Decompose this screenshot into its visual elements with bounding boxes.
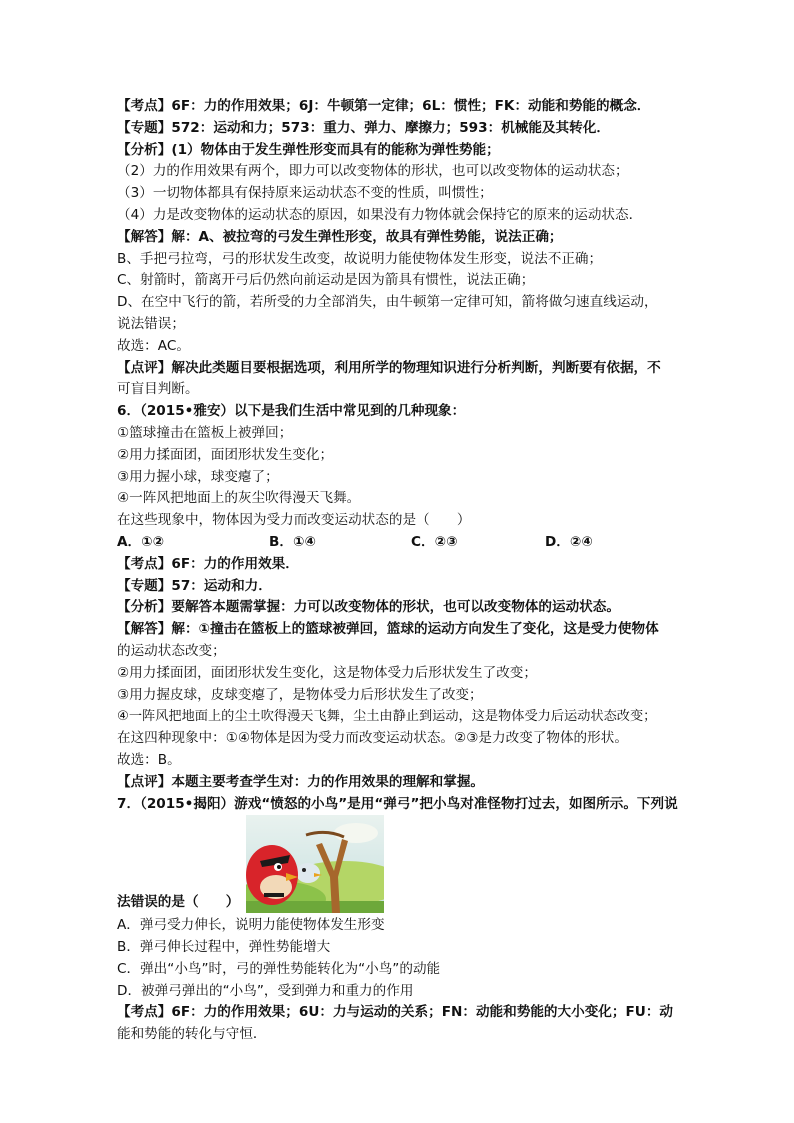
q7-option-c: C．弹出“小鸟”时，弓的弹性势能转化为“小鸟”的动能	[117, 960, 441, 977]
document-body	[117, 96, 677, 1046]
q6-kaodian: 【考点】6F：力的作用效果．	[117, 555, 299, 572]
q6-options	[117, 532, 677, 554]
q6-fenxi: 【分析】要解答本题需掌握：力可以改变物体的形状，也可以改变物体的运动状态。	[117, 599, 620, 616]
q5-answer: 故选：AC。	[117, 337, 190, 354]
q6-jieda-line: 【解答】解：①撞击在篮板上的篮球被弹回，篮球的运动方向发生了变化，这是受力使物体	[117, 621, 659, 638]
q6-item: ③用力握小球，球变瘪了；	[117, 468, 279, 485]
q6-dianping: 【点评】本题主要考查学生对：力的作用效果的理解和掌握。	[117, 773, 485, 790]
q7-option-b: B．弹弓伸长过程中，弹性势能增大	[117, 939, 331, 956]
q5-fenxi-line: （3）一切物体都具有保持原来运动状态不变的性质，叫惯性；	[117, 185, 493, 202]
q6-jieda-line: ③用力握皮球，皮球变瘪了，是物体受力后形状发生了改变；	[117, 686, 483, 703]
q5-jieda-line: 说法错误；	[117, 315, 185, 332]
q7-stem: 7．（2015•揭阳）游戏“愤怒的小鸟”是用“弹弓”把小鸟对准怪物打过去，如图所示。下列说	[117, 795, 678, 812]
q5-fenxi-line: 【分析】(1）物体由于发生弹性形变而具有的能称为弹性势能；	[117, 141, 500, 158]
q7-kaodian-line: 【考点】6F：力的作用效果；6U：力与运动的关系；FN：动能和势能的大小变化；FU：动	[117, 1004, 674, 1021]
q6-option-a: A．①②	[117, 533, 165, 550]
q6-option-b: B．①④	[269, 533, 316, 550]
angry-birds-slingshot-image	[246, 815, 384, 913]
q6-jieda-line: ②用力揉面团，面团形状发生变化，这是物体受力后形状发生了改变；	[117, 664, 537, 681]
q5-fenxi-line: （2）力的作用效果有两个，即力可以改变物体的形状，也可以改变物体的运动状态；	[117, 163, 629, 180]
q7-kaodian-line: 能和势能的转化与守恒．	[117, 1026, 267, 1043]
q5-jieda-line: B、手把弓拉弯，弓的形状发生改变，故说明力能使物体发生形变，说法不正确；	[117, 250, 603, 267]
q5-jieda-line: 【解答】解：A、被拉弯的弓发生弹性形变，故具有弹性势能，说法正确；	[117, 228, 563, 245]
q6-item: ④一阵风把地面上的灰尘吹得漫天飞舞。	[117, 490, 361, 507]
q6-option-c: C．②③	[411, 533, 458, 550]
q6-item: ②用力揉面团，面团形状发生变化；	[117, 446, 334, 463]
q6-stem: 6．（2015•雅安）以下是我们生活中常见到的几种现象：	[117, 403, 466, 420]
q5-dianping-line: 【点评】解决此类题目要根据选项，利用所学的物理知识进行分析判断，判断要有依据，不	[117, 359, 661, 376]
q7-stem-continued: 法错误的是（ ）	[117, 893, 240, 910]
q6-zhuanti: 【专题】57：运动和力．	[117, 577, 272, 594]
q5-fenxi-line: （4）力是改变物体的运动状态的原因，如果没有力物体就会保持它的原来的运动状态．	[117, 206, 643, 223]
q7-option-a: A．弹弓受力伸长，说明力能使物体发生形变	[117, 917, 385, 934]
q7-option-d: D．被弹弓弹出的“小鸟”，受到弹力和重力的作用	[117, 982, 414, 999]
q5-zhuanti: 【专题】572：运动和力；573：重力、弹力、摩擦力；593：机械能及其转化．	[117, 119, 610, 136]
q7-figure-row	[117, 815, 677, 915]
q6-jieda-line: 在这四种现象中：①④物体是因为受力而改变运动状态。②③是力改变了物体的形状。	[117, 730, 628, 747]
q5-jieda-line: D、在空中飞行的箭，若所受的力全部消失，由牛顿第一定律可知，箭将做匀速直线运动，	[117, 294, 658, 311]
q6-answer: 故选：B。	[117, 751, 181, 768]
q6-jieda-line: ④一阵风把地面上的尘土吹得漫天飞舞，尘土由静止到运动，这是物体受力后运动状态改变；	[117, 709, 657, 725]
q6-option-d: D．②④	[545, 533, 593, 550]
q6-item: ①篮球撞击在篮板上被弹回；	[117, 424, 293, 441]
q5-dianping-line: 可盲目判断。	[117, 381, 199, 398]
q5-jieda-line: C、射箭时，箭离开弓后仍然向前运动是因为箭具有惯性，说法正确；	[117, 272, 535, 289]
q5-kaodian: 【考点】6F：力的作用效果；6J：牛顿第一定律；6L：惯性；FK：动能和势能的概念．	[117, 98, 651, 114]
q6-jieda-line: 的运动状态改变；	[117, 642, 226, 659]
q6-question: 在这些现象中，物体因为受力而改变运动状态的是（ ）	[117, 512, 471, 529]
